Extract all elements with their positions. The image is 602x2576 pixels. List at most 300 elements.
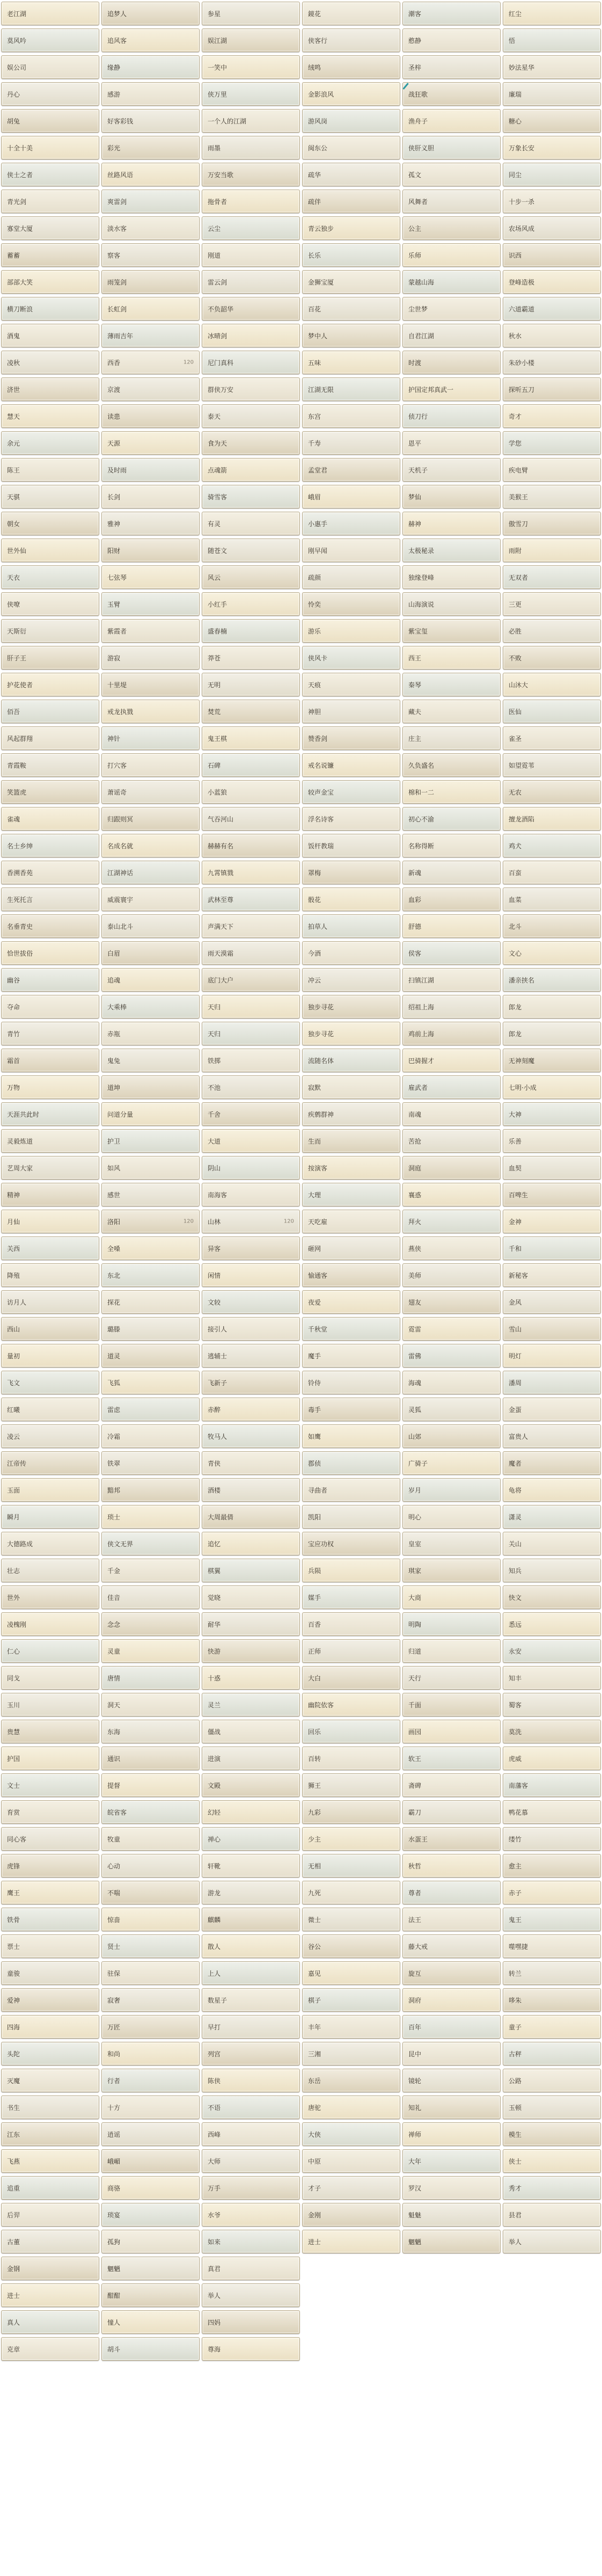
title-cell[interactable] [402,2149,501,2173]
title-cell[interactable] [1,2230,99,2253]
title-cell[interactable] [302,1102,400,1126]
title-cell[interactable] [101,1022,200,1045]
title-cell[interactable] [302,753,400,777]
title-cell[interactable] [402,1773,501,1797]
title-cell[interactable] [503,1398,601,1421]
title-cell[interactable] [402,1720,501,1743]
title-cell[interactable] [202,270,300,294]
title-cell[interactable] [101,968,200,992]
title-cell[interactable] [503,109,601,133]
title-cell[interactable] [101,1827,200,1851]
title-cell[interactable] [402,377,501,401]
title-cell[interactable] [101,109,200,133]
title-cell[interactable] [503,2122,601,2146]
title-cell[interactable] [503,807,601,831]
title-cell[interactable] [1,82,99,106]
title-cell[interactable] [302,673,400,696]
title-cell[interactable] [202,55,300,79]
title-cell[interactable] [302,780,400,804]
title-cell[interactable] [1,1317,99,1341]
title-cell[interactable] [202,2122,300,2146]
title-cell[interactable] [402,1478,501,1502]
title-cell[interactable] [1,1290,99,1314]
title-cell[interactable] [503,780,601,804]
title-cell[interactable] [503,673,601,696]
title-cell[interactable] [302,431,400,455]
title-cell[interactable] [202,2,300,25]
title-cell[interactable] [402,1022,501,1045]
title-cell[interactable] [202,1424,300,1448]
title-cell[interactable] [302,2122,400,2146]
title-cell[interactable] [302,726,400,750]
title-cell[interactable] [202,2015,300,2039]
title-cell[interactable] [302,539,400,562]
title-cell[interactable] [302,834,400,857]
title-cell[interactable] [503,2095,601,2119]
title-cell[interactable] [402,1129,501,1153]
title-cell[interactable] [402,1505,501,1529]
title-cell[interactable] [202,780,300,804]
title-cell[interactable] [503,968,601,992]
title-cell[interactable] [1,1693,99,1716]
title-cell[interactable] [202,1961,300,1985]
title-cell[interactable] [402,82,501,106]
title-cell[interactable] [202,1344,300,1367]
title-cell[interactable] [302,1344,400,1367]
title-cell[interactable] [402,1183,501,1206]
title-cell[interactable] [503,1559,601,1582]
title-cell[interactable] [402,1075,501,1099]
title-cell[interactable] [302,1827,400,1851]
title-cell[interactable] [202,1612,300,1636]
title-cell[interactable] [101,136,200,159]
title-cell[interactable] [1,1666,99,1690]
title-cell[interactable] [1,1505,99,1529]
title-cell[interactable] [402,1800,501,1824]
title-cell[interactable] [402,136,501,159]
title-cell[interactable] [1,1129,99,1153]
title-cell[interactable] [302,270,400,294]
title-cell[interactable] [101,216,200,240]
title-cell[interactable] [202,968,300,992]
title-cell[interactable] [202,2042,300,2065]
title-cell[interactable] [202,1210,300,1233]
title-cell[interactable] [1,807,99,831]
title-cell[interactable] [202,28,300,52]
title-cell[interactable] [302,2042,400,2065]
title-cell[interactable] [402,565,501,589]
title-cell[interactable] [101,1344,200,1367]
title-cell[interactable] [302,914,400,938]
title-cell[interactable] [503,2,601,25]
title-cell[interactable] [1,539,99,562]
title-cell[interactable] [302,190,400,213]
title-cell[interactable] [1,1961,99,1985]
title-cell[interactable] [101,1371,200,1394]
title-cell[interactable] [1,1800,99,1824]
title-cell[interactable] [503,2230,601,2253]
title-cell[interactable] [503,995,601,1018]
title-cell[interactable] [402,1693,501,1716]
title-cell[interactable] [101,2069,200,2092]
title-cell[interactable] [101,1398,200,1421]
title-cell[interactable] [1,297,99,321]
title-cell[interactable] [1,2042,99,2065]
title-cell[interactable] [202,1317,300,1341]
title-cell[interactable] [402,995,501,1018]
title-cell[interactable] [503,1800,601,1824]
title-cell[interactable] [503,1934,601,1958]
title-cell[interactable] [202,2257,300,2280]
title-cell[interactable] [402,2203,501,2226]
title-cell[interactable] [302,1908,400,1931]
title-cell[interactable] [202,1559,300,1582]
title-cell[interactable] [202,726,300,750]
title-cell[interactable] [302,28,400,52]
title-cell[interactable] [202,1478,300,1502]
title-cell[interactable] [402,887,501,911]
title-cell[interactable] [302,807,400,831]
title-cell[interactable] [101,1183,200,1206]
title-cell[interactable] [101,834,200,857]
title-cell[interactable] [503,1236,601,1260]
title-cell[interactable] [302,1800,400,1824]
title-cell[interactable] [1,1156,99,1180]
title-cell[interactable] [101,700,200,723]
title-cell[interactable] [503,324,601,347]
title-cell[interactable] [302,2015,400,2039]
title-cell[interactable] [202,592,300,616]
title-cell[interactable] [402,55,501,79]
title-cell[interactable] [402,592,501,616]
title-cell[interactable] [302,565,400,589]
title-cell[interactable] [1,887,99,911]
title-cell[interactable] [202,1505,300,1529]
title-cell[interactable] [503,1102,601,1126]
title-cell[interactable] [503,1075,601,1099]
title-cell[interactable] [402,2,501,25]
title-cell[interactable] [1,1451,99,1475]
title-cell[interactable] [101,995,200,1018]
title-cell[interactable] [1,1827,99,1851]
title-cell[interactable] [101,1424,200,1448]
title-cell[interactable] [503,377,601,401]
title-cell[interactable] [503,431,601,455]
title-cell[interactable] [202,1585,300,1609]
title-cell[interactable] [101,1156,200,1180]
title-cell[interactable] [402,2230,501,2253]
title-cell[interactable] [402,1934,501,1958]
title-cell[interactable] [101,431,200,455]
title-cell[interactable] [302,1451,400,1475]
title-cell[interactable] [302,619,400,643]
title-cell[interactable] [1,1478,99,1502]
title-cell[interactable] [402,2122,501,2146]
title-cell[interactable] [202,512,300,535]
title-cell[interactable] [1,861,99,884]
title-cell[interactable] [202,1371,300,1394]
title-cell[interactable] [302,1666,400,1690]
title-cell[interactable] [503,55,601,79]
title-cell[interactable] [302,1022,400,1045]
title-cell[interactable] [302,646,400,670]
title-cell[interactable] [402,1559,501,1582]
title-cell[interactable] [101,1559,200,1582]
title-cell[interactable] [503,1451,601,1475]
title-cell[interactable] [101,1988,200,2012]
title-cell[interactable] [302,404,400,428]
title-cell[interactable] [101,1747,200,1770]
title-cell[interactable] [101,1478,200,1502]
title-cell[interactable] [402,324,501,347]
title-cell[interactable] [101,2203,200,2226]
title-cell[interactable] [1,1398,99,1421]
title-cell[interactable] [402,190,501,213]
title-cell[interactable] [503,485,601,508]
title-cell[interactable] [202,834,300,857]
title-cell[interactable] [101,1451,200,1475]
title-cell[interactable] [503,2015,601,2039]
title-cell[interactable] [1,1424,99,1448]
title-cell[interactable] [302,1639,400,1663]
title-cell[interactable] [1,1183,99,1206]
title-cell[interactable] [101,324,200,347]
title-cell[interactable] [302,1156,400,1180]
title-cell[interactable] [302,377,400,401]
title-cell[interactable] [202,216,300,240]
title-cell[interactable] [302,1881,400,1904]
title-cell[interactable] [1,2095,99,2119]
title-cell[interactable] [101,2149,200,2173]
title-cell[interactable] [101,377,200,401]
title-cell[interactable] [302,458,400,482]
title-cell[interactable] [202,1639,300,1663]
title-cell[interactable] [202,1451,300,1475]
title-cell[interactable] [101,2095,200,2119]
title-cell[interactable] [402,1451,501,1475]
title-cell[interactable] [101,726,200,750]
title-cell[interactable] [503,1424,601,1448]
title-cell[interactable] [1,190,99,213]
title-cell[interactable] [1,780,99,804]
title-cell[interactable] [1,2176,99,2200]
title-cell[interactable] [202,2203,300,2226]
title-cell[interactable] [1,2,99,25]
title-cell[interactable] [302,1129,400,1153]
title-cell[interactable] [503,190,601,213]
title-cell[interactable] [503,1129,601,1153]
title-cell[interactable] [302,968,400,992]
title-cell[interactable] [101,28,200,52]
title-cell[interactable] [101,2015,200,2039]
title-cell[interactable] [503,136,601,159]
title-cell[interactable] [1,995,99,1018]
title-cell[interactable] [101,1934,200,1958]
title-cell[interactable] [101,1129,200,1153]
title-cell[interactable] [1,216,99,240]
title-cell[interactable] [302,1693,400,1716]
title-cell[interactable] [402,968,501,992]
title-cell[interactable] [302,1424,400,1448]
title-cell[interactable] [503,1908,601,1931]
title-cell[interactable] [1,1236,99,1260]
title-cell[interactable] [101,1639,200,1663]
title-cell[interactable] [402,753,501,777]
title-cell[interactable] [101,2122,200,2146]
title-cell[interactable] [503,1961,601,1985]
title-cell[interactable] [202,2283,300,2307]
title-cell[interactable] [101,2283,200,2307]
title-cell[interactable] [302,1290,400,1314]
title-cell[interactable] [202,109,300,133]
title-cell[interactable] [1,1934,99,1958]
title-cell[interactable] [1,243,99,267]
title-cell[interactable] [302,1398,400,1421]
title-cell[interactable] [1,351,99,374]
title-cell[interactable] [302,351,400,374]
title-cell[interactable] [302,485,400,508]
title-cell[interactable] [302,55,400,79]
title-cell[interactable] [503,1344,601,1367]
title-cell[interactable] [503,404,601,428]
title-cell[interactable] [503,1532,601,1555]
title-cell[interactable] [1,1263,99,1287]
title-cell[interactable] [402,726,501,750]
title-cell[interactable] [402,1049,501,1072]
title-cell[interactable] [202,2230,300,2253]
title-cell[interactable] [101,243,200,267]
title-cell[interactable] [1,28,99,52]
title-cell[interactable] [101,753,200,777]
title-cell[interactable] [101,404,200,428]
title-cell[interactable] [503,726,601,750]
title-cell[interactable] [101,351,200,374]
title-cell[interactable] [402,1908,501,1931]
title-cell[interactable] [302,1720,400,1743]
title-cell[interactable] [202,2095,300,2119]
title-cell[interactable] [101,1075,200,1099]
title-cell[interactable] [202,1800,300,1824]
title-cell[interactable] [101,297,200,321]
title-cell[interactable] [302,1478,400,1502]
title-cell[interactable] [503,2069,601,2092]
title-cell[interactable] [101,539,200,562]
title-cell[interactable] [202,82,300,106]
title-cell[interactable] [503,512,601,535]
title-cell[interactable] [503,458,601,482]
title-cell[interactable] [503,1371,601,1394]
title-cell[interactable] [1,914,99,938]
title-cell[interactable] [1,2122,99,2146]
title-cell[interactable] [402,351,501,374]
title-cell[interactable] [101,1317,200,1341]
title-cell[interactable] [402,1666,501,1690]
title-cell[interactable] [1,55,99,79]
title-cell[interactable] [503,1183,601,1206]
title-cell[interactable] [1,592,99,616]
title-cell[interactable] [202,1075,300,1099]
title-cell[interactable] [503,1049,601,1072]
title-cell[interactable] [503,2176,601,2200]
title-cell[interactable] [402,1371,501,1394]
title-cell[interactable] [101,1693,200,1716]
title-cell[interactable] [302,297,400,321]
title-cell[interactable] [202,565,300,589]
title-cell[interactable] [101,1881,200,1904]
title-cell[interactable] [101,1210,200,1233]
title-cell[interactable] [503,1290,601,1314]
title-cell[interactable] [402,1881,501,1904]
title-cell[interactable] [202,1183,300,1206]
title-cell[interactable] [202,1988,300,2012]
title-cell[interactable] [503,1666,601,1690]
title-cell[interactable] [302,163,400,186]
title-cell[interactable] [302,1505,400,1529]
title-cell[interactable] [1,2337,99,2361]
title-cell[interactable] [503,1988,601,2012]
title-cell[interactable] [402,700,501,723]
title-cell[interactable] [503,1505,601,1529]
title-cell[interactable] [302,2,400,25]
title-cell[interactable] [503,1827,601,1851]
title-cell[interactable] [1,941,99,965]
title-cell[interactable] [101,592,200,616]
title-cell[interactable] [202,1049,300,1072]
title-cell[interactable] [1,2283,99,2307]
title-cell[interactable] [302,2230,400,2253]
title-cell[interactable] [202,1908,300,1931]
title-cell[interactable] [101,1720,200,1743]
title-cell[interactable] [302,2176,400,2200]
title-cell[interactable] [101,55,200,79]
title-cell[interactable] [503,619,601,643]
title-cell[interactable] [402,1424,501,1448]
title-cell[interactable] [402,297,501,321]
title-cell[interactable] [302,1371,400,1394]
title-cell[interactable] [101,1800,200,1824]
title-cell[interactable] [101,163,200,186]
title-cell[interactable] [302,700,400,723]
title-cell[interactable] [1,458,99,482]
title-cell[interactable] [202,1827,300,1851]
title-cell[interactable] [402,1398,501,1421]
title-cell[interactable] [1,1881,99,1904]
title-cell[interactable] [101,1585,200,1609]
title-cell[interactable] [1,512,99,535]
title-cell[interactable] [101,914,200,938]
title-cell[interactable] [402,673,501,696]
title-cell[interactable] [1,324,99,347]
title-cell[interactable] [1,1022,99,1045]
title-cell[interactable] [1,2069,99,2092]
title-cell[interactable] [202,2310,300,2334]
title-cell[interactable] [1,1747,99,1770]
title-cell[interactable] [202,1102,300,1126]
title-cell[interactable] [402,1988,501,2012]
title-cell[interactable] [202,1666,300,1690]
title-cell[interactable] [503,2203,601,2226]
title-cell[interactable] [402,28,501,52]
title-cell[interactable] [503,1881,601,1904]
title-cell[interactable] [402,861,501,884]
title-cell[interactable] [302,995,400,1018]
title-cell[interactable] [202,700,300,723]
title-cell[interactable] [503,1693,601,1716]
title-cell[interactable] [503,216,601,240]
title-cell[interactable] [503,297,601,321]
title-cell[interactable] [101,807,200,831]
title-cell[interactable] [202,1263,300,1287]
